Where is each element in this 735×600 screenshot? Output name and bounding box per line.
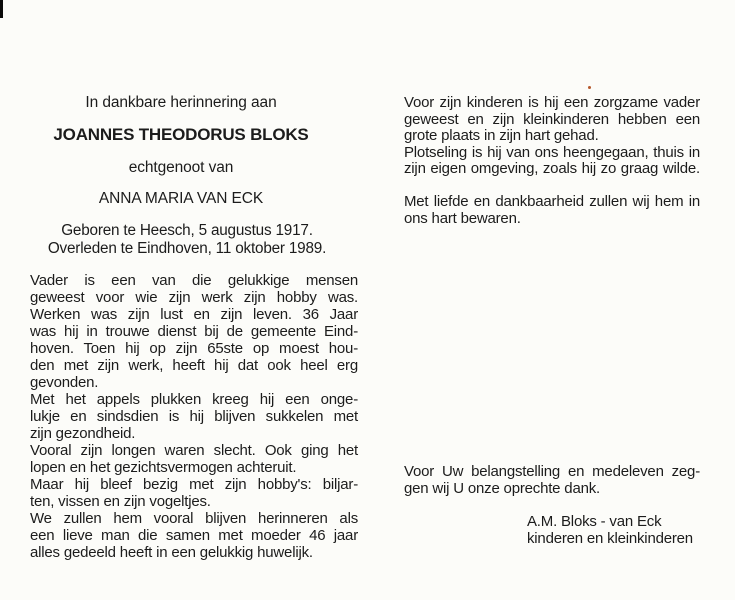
thanks-paragraph xyxy=(404,463,700,497)
remembrance-paragraph xyxy=(404,193,700,227)
text-line: geweest voor wie zijn werk zijn hobby was. xyxy=(30,289,358,306)
text-line: geweest en zijn kleinkinderen hebben een xyxy=(404,110,700,128)
text-line: Vader is een van die gelukkige mensen xyxy=(30,272,358,289)
right-column xyxy=(404,95,700,548)
life-dates xyxy=(30,222,358,257)
text-line: alles gedeeld heeft in een gelukkig huwelijk. xyxy=(30,544,313,561)
text-line: ten, vissen en zijn vogeltjes. xyxy=(30,493,211,510)
text-line: Met liefde en dankbaarheid zullen wij hem in xyxy=(404,192,700,210)
spouse-name: ANNA MARIA VAN ECK xyxy=(98,190,264,207)
text-line: Voor Uw belangstelling en medeleven zeg- xyxy=(404,462,700,480)
text-line: Voor zijn kinderen is hij een zorgzame vader xyxy=(404,94,700,111)
text-line: lopen en het gezichtsvermogen achteruit. xyxy=(30,459,297,476)
memorial-intro-line: In dankbare herinnering aan xyxy=(85,94,277,111)
birth-date-line: Geboren te Heesch, 5 augustus 1917. xyxy=(61,222,313,239)
signature-block xyxy=(404,513,700,548)
text-line: A.M. Bloks - van Eck xyxy=(527,512,662,530)
scan-artifact-mark xyxy=(0,0,3,18)
text-line: We zullen hem vooral blijven herinneren als xyxy=(30,510,358,527)
text-line: ons hart bewaren. xyxy=(404,209,521,227)
text-line: kinderen en kleinkinderen xyxy=(527,530,693,548)
biography-paragraphs xyxy=(30,272,358,561)
text-line: hoven. Toen hij op zijn 65ste op moest hou- xyxy=(30,340,358,357)
death-date-line: Overleden te Eindhoven, 11 oktober 1989. xyxy=(47,239,327,257)
text-line: Maar hij bleef bezig met zijn hobby's: biljar- xyxy=(30,476,358,493)
left-column xyxy=(30,95,358,561)
condolence-paragraph xyxy=(404,95,700,178)
text-line: Plotseling is hij van ons heengegaan, thuis in xyxy=(404,143,700,161)
text-line: Vooral zijn longen waren slecht. Ook ging het xyxy=(30,442,358,459)
text-line: Met het appels plukken kreeg hij een onge- xyxy=(30,391,358,408)
deceased-name: JOANNES THEODORUS BLOKS xyxy=(53,125,309,144)
text-line: zijn gezondheid. xyxy=(30,425,136,442)
scan-artifact-dot xyxy=(588,86,591,89)
text-line: lukje en sindsdien is hij blijven sukkelen met xyxy=(30,408,358,425)
text-line: Werken was zijn lust en zijn leven. 36 Jaar xyxy=(30,306,358,323)
text-line: gen wij U onze oprechte dank. xyxy=(404,479,600,497)
text-line: gevonden. xyxy=(30,374,99,391)
relation-line: echtgenoot van xyxy=(128,159,234,176)
text-line: grote plaats in zijn hart gehad. xyxy=(404,127,599,145)
text-line: den met zijn werk, heeft hij dat ook heel erg xyxy=(30,357,358,374)
text-line: zijn eigen omgeving, zoals hij zo graag wilde. xyxy=(404,160,700,178)
text-line: een lieve man die samen met moeder 46 jaar xyxy=(30,527,358,544)
text-line: was hij in trouwe dienst bij de gemeente Eind- xyxy=(30,323,358,340)
